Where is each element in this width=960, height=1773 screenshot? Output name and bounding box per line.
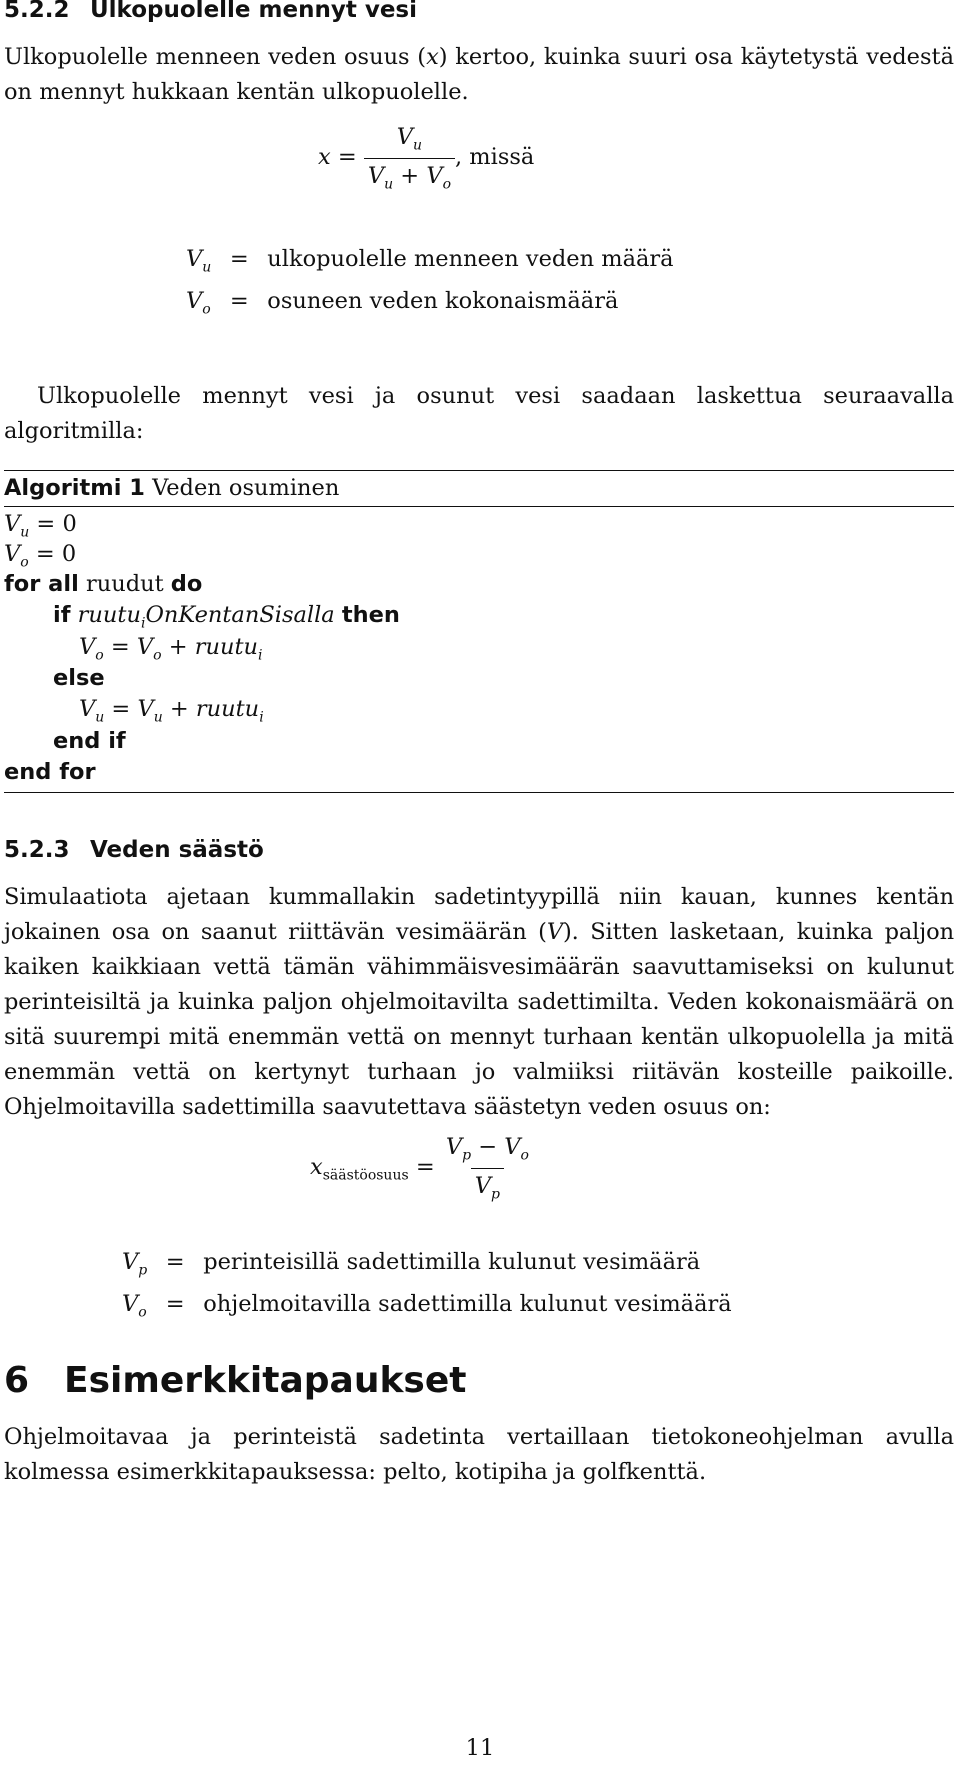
definition-list-2: $V_p$ = perinteisillä sadettimilla kulunut vesimäärä $V_o$ = ohjelmoitavilla sadettimilla kulunut vesimäärä bbox=[122, 1249, 732, 1320]
subsection-number: 5.2.3 bbox=[4, 837, 70, 863]
subsection-title: Veden säästö bbox=[90, 837, 264, 863]
section-title: Esimerkkitapaukset bbox=[64, 1360, 467, 1401]
subsection-heading-5-2-2 bbox=[4, 0, 417, 23]
algorithm-caption: Algoritmi 1 Veden osuminen bbox=[4, 475, 340, 501]
algorithm-line-else: else bbox=[53, 665, 105, 691]
algorithm-caption-rule bbox=[4, 506, 954, 507]
page-number: 11 bbox=[465, 1735, 495, 1761]
algorithm-line-stmt-o: $V_o = V_o$ + ruutu$_i$ bbox=[79, 634, 263, 664]
paragraph-algorithm-intro: Ulkopuolelle mennyt vesi ja osunut vesi saadaan laskettua seuraavalla algoritmilla: bbox=[4, 383, 954, 444]
algorithm-bottom-rule bbox=[4, 792, 954, 793]
paragraph-water-saving: Simulaatiota ajetaan kummallakin sadetintyypillä niin kauan, kunnes kentän jokainen osa on saanut riittävän vesimäärän (V). Sitten lasketaan, kuinka paljon kaiken kaikkiaan vettä tämän vähimmäisvesimäärän saavuttamiseksi on kulunut perinteisiltä ja kuinka paljon ohjelmoitavilta sadettimilta. Veden kokonaismäärä on sitä suurempi mitä enemmän vettä on mennyt turhaan kentän ulkopuolella ja mitä enemmän vettä on kertynyt turhaan jo valmiiksi riitävän kosteille paikoille. Ohjelmoitavilla sadettimilla saavutettava säästetyn veden osuus on: bbox=[4, 884, 954, 1120]
algorithm-line-for: for all ruudut do bbox=[4, 571, 203, 597]
algorithm-line-end-if: end if bbox=[53, 728, 126, 754]
algorithm-line-end-for: end for bbox=[4, 759, 96, 785]
fraction: $\frac{V_u}{V_u + V_o}$ bbox=[364, 124, 455, 192]
paragraph-water-outside: Ulkopuolelle menneen veden osuus (x) kertoo, kuinka suuri osa käytetystä vedestä on mennyt hukkaan kentän ulkopuolelle. bbox=[4, 44, 954, 105]
algorithm-top-rule bbox=[4, 470, 954, 471]
paragraph-examples-intro: Ohjelmoitavaa ja perinteistä sadetinta vertaillaan tietokoneohjelman avulla kolmessa esimerkkitapauksessa: pelto, kotipiha ja golfkenttä. bbox=[4, 1424, 954, 1485]
section-number: 6 bbox=[4, 1360, 30, 1401]
equation-saving-fraction: $x_{säästöosuus}$ = $\frac{V_p - V_o}{V_p}$ bbox=[310, 1134, 533, 1202]
definition-list-1: $V_u$ = ulkopuolelle menneen veden määrä $V_o$ = osuneen veden kokonaismäärä bbox=[186, 246, 674, 317]
subsection-title: Ulkopuolelle mennyt vesi bbox=[90, 0, 418, 23]
section-heading-6 bbox=[4, 1360, 466, 1401]
subsection-heading-5-2-3 bbox=[4, 837, 264, 863]
algorithm-line-stmt-u: $V_u = V_u$ + ruutu$_i$ bbox=[79, 696, 264, 726]
fraction: $\frac{V_p - V_o}{V_p}$ bbox=[445, 1134, 529, 1202]
algorithm-line-if: if ruutu$_i$OnKentanSisalla then bbox=[53, 602, 400, 632]
subsection-number: 5.2.2 bbox=[4, 0, 70, 23]
algorithm-line-init-o: $V_o = 0$ bbox=[4, 541, 77, 571]
algorithm-line-init-u: $V_u = 0$ bbox=[4, 511, 77, 541]
equation-outside-fraction: x = $\frac{V_u}{V_u + V_o}$ , missä bbox=[318, 124, 535, 192]
